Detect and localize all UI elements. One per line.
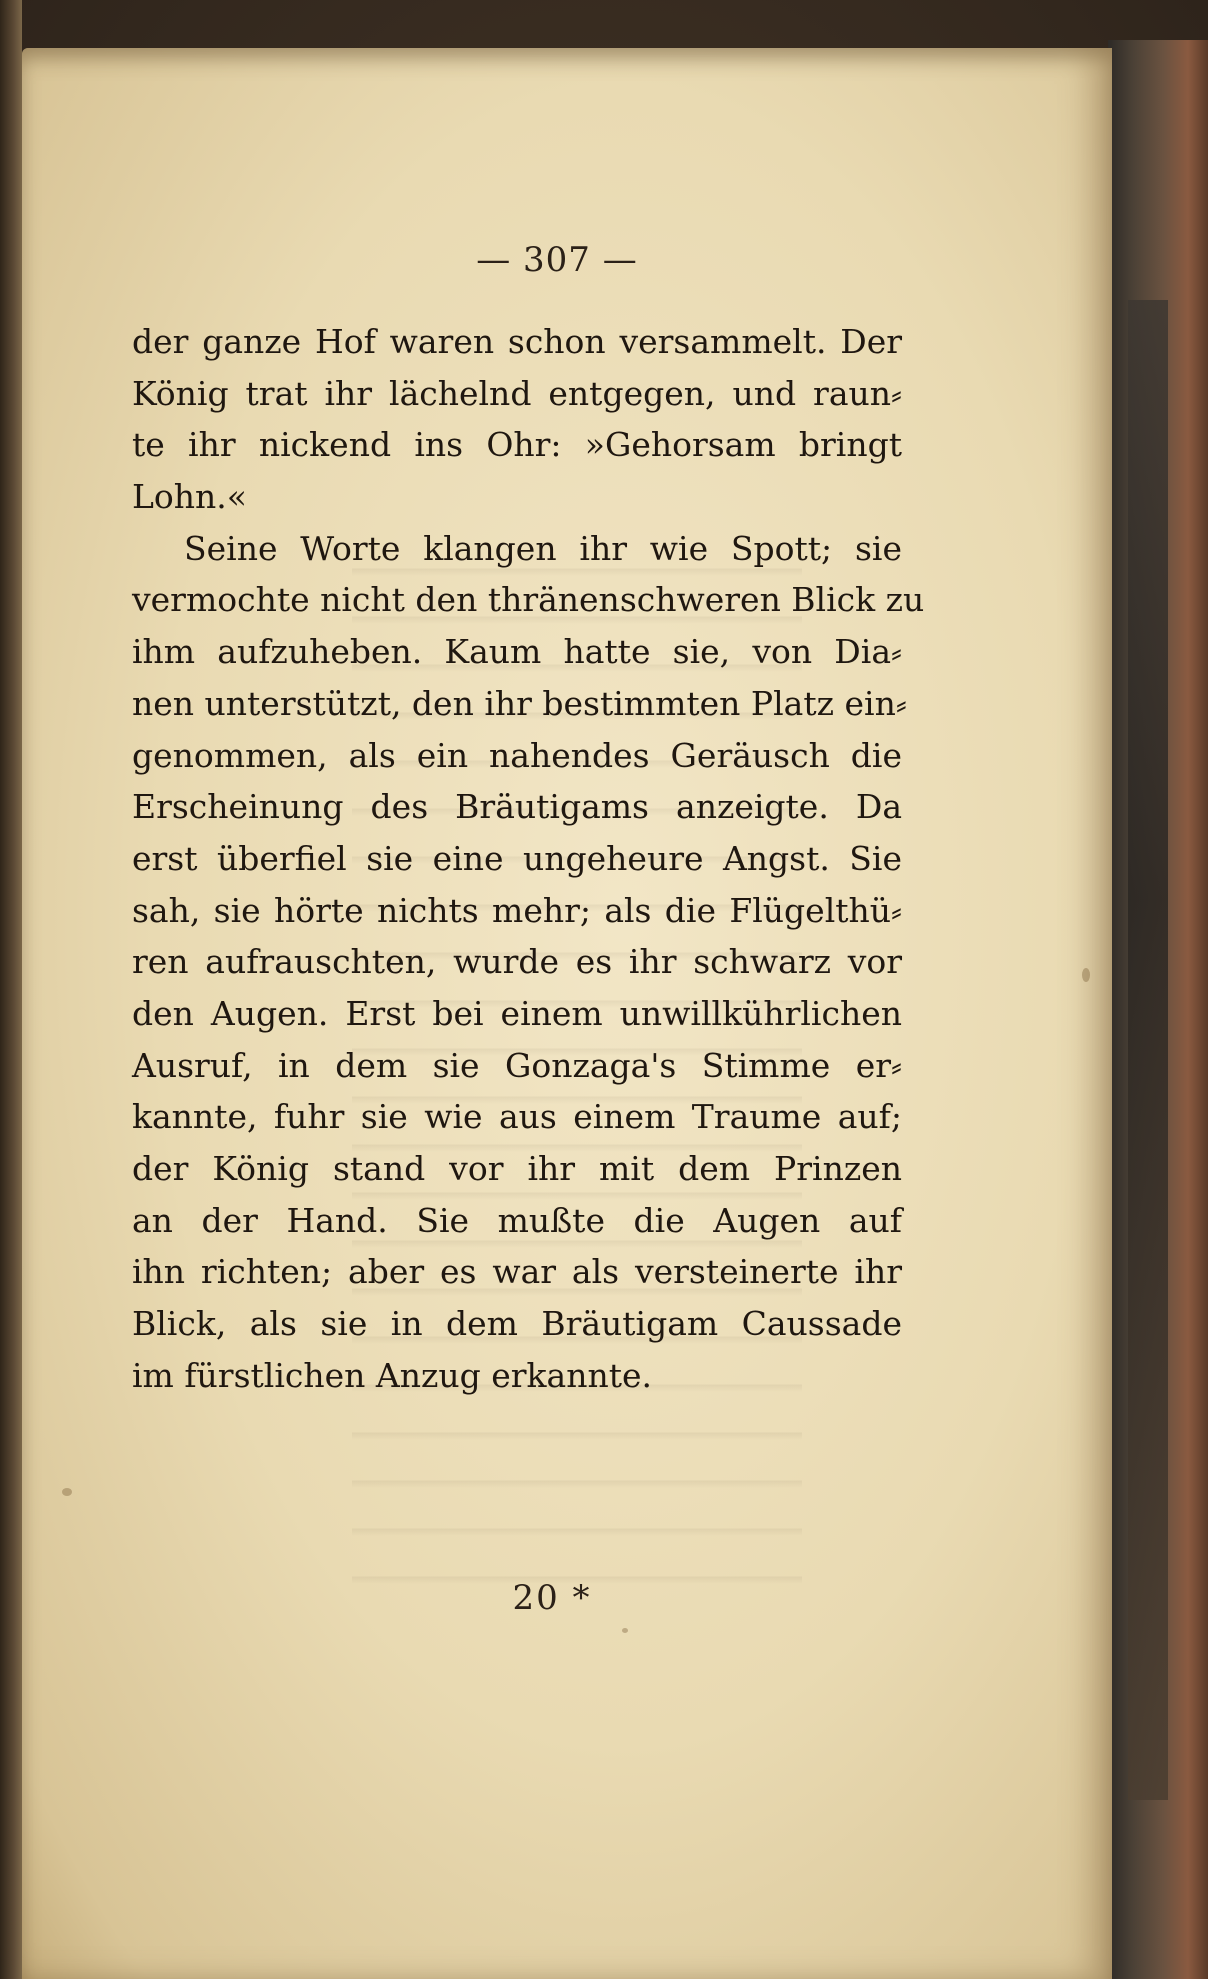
paper-spot <box>1082 968 1090 982</box>
signature-mark: 20 * <box>512 1578 592 1618</box>
page-content <box>22 48 1112 1979</box>
text-line: im fürstlichen Anzug erkannte. <box>132 1355 652 1395</box>
text-line: an der Hand. Sie mußte die Augen auf <box>132 1200 902 1240</box>
text-line: nen unterstützt, den ihr bestimmten Platz ein⸗ <box>132 683 907 723</box>
text-line: der König stand vor ihr mit dem Prinzen <box>132 1149 902 1188</box>
text-line: vermochte nicht den thränenschweren Blick zu <box>132 580 925 620</box>
page-number: — 307 — <box>476 240 638 280</box>
paper-spot <box>62 1488 72 1496</box>
book-spine <box>1128 300 1168 1800</box>
text-line: Seine Worte klangen ihr wie Spott; sie <box>184 528 902 568</box>
facing-page-edge <box>0 0 22 1979</box>
text-line: Blick, als sie in dem Bräutigam Caussade <box>132 1304 902 1344</box>
text-line: genommen, als ein nahendes Geräusch die <box>132 735 902 775</box>
text-line: Ausruf, in dem sie Gonzaga's Stimme er⸗ <box>132 1045 902 1085</box>
text-line: ren aufrauschten, wurde es ihr schwarz vor <box>132 942 902 982</box>
body-text <box>132 316 925 1401</box>
text-line: den Augen. Erst bei einem unwillkührlichen <box>132 993 902 1033</box>
text-line: König trat ihr lächelnd entgegen, und raun⸗ <box>132 373 902 413</box>
text-line: Erscheinung des Bräutigams anzeigte. Da <box>132 787 902 827</box>
text-line: te ihr nickend ins Ohr: »Gehorsam bringt <box>132 425 902 465</box>
text-line: der ganze Hof waren schon versammelt. Der <box>132 322 902 361</box>
text-line: ihn richten; aber es war als versteinerte ihr <box>132 1252 902 1292</box>
book-page <box>22 48 1112 1979</box>
text-line: sah, sie hörte nichts mehr; als die Flügelthü⸗ <box>132 890 902 930</box>
text-line: ihm aufzuheben. Kaum hatte sie, von Dia⸗ <box>132 632 902 672</box>
paper-spot <box>622 1628 628 1633</box>
text-line: Lohn.« <box>132 477 247 517</box>
text-line: kannte, fuhr sie wie aus einem Traume auf; <box>132 1097 902 1137</box>
text-line: erst überfiel sie eine ungeheure Angst. Sie <box>132 838 902 878</box>
